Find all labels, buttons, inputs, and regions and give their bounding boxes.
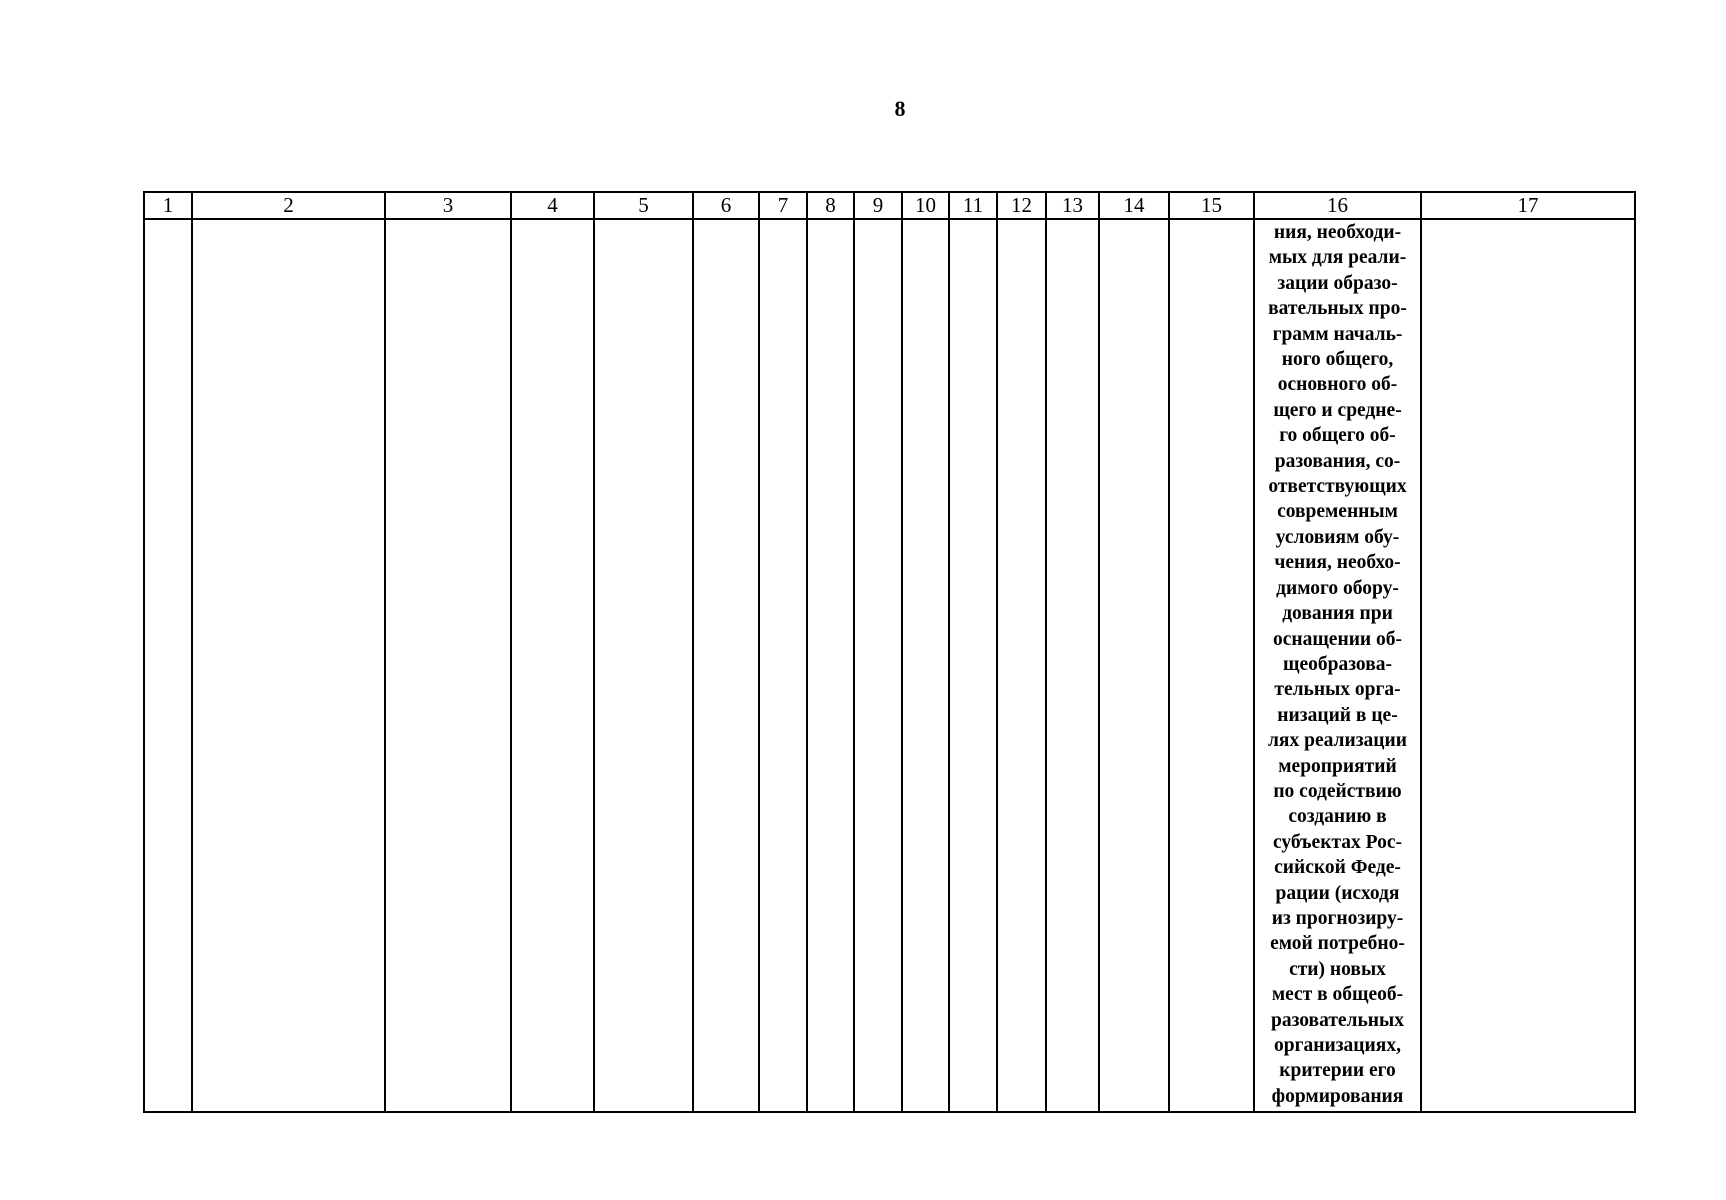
- cell-col-15: [1169, 219, 1254, 1112]
- text-line: лях реализации: [1267, 730, 1407, 752]
- header-row: [144, 192, 1635, 219]
- text-line: формирования: [1271, 1085, 1404, 1107]
- data-table: [143, 191, 1636, 1113]
- page-number: 8: [894, 96, 906, 121]
- text-line: мероприятий: [1278, 755, 1397, 777]
- column-header-1: 1: [144, 192, 192, 219]
- column-header-4: 4: [511, 192, 594, 219]
- column-header-16: 16: [1254, 192, 1421, 219]
- cell-col-3: [385, 219, 511, 1112]
- table-row: [144, 219, 1635, 1112]
- cell-col-10: [902, 219, 949, 1112]
- cell-col-17: [1421, 219, 1635, 1112]
- column-header-8: 8: [807, 192, 854, 219]
- text-line: низаций в це-: [1277, 704, 1398, 726]
- cell-col-14: [1099, 219, 1169, 1112]
- text-line: тельных орга-: [1274, 679, 1401, 701]
- text-line: современным: [1277, 501, 1398, 523]
- text-line: чения, необхо-: [1274, 552, 1401, 574]
- text-line: субъектах Рос-: [1273, 831, 1402, 853]
- text-line: условиям обу-: [1275, 526, 1400, 548]
- text-line: ответствующих: [1268, 476, 1407, 498]
- text-line: мест в общеоб-: [1271, 984, 1404, 1006]
- text-line: мых для реали-: [1268, 247, 1407, 269]
- column-header-9: 9: [854, 192, 902, 219]
- column-header-11: 11: [949, 192, 997, 219]
- column-header-17: 17: [1421, 192, 1635, 219]
- text-line: по содействию: [1273, 780, 1402, 802]
- cell-col-1: [144, 219, 192, 1112]
- cell-col-11: [949, 219, 997, 1112]
- text-line: го общего об-: [1279, 425, 1396, 447]
- text-line: зации образо-: [1277, 272, 1398, 294]
- column-header-14: 14: [1099, 192, 1169, 219]
- cell-col-8: [807, 219, 854, 1112]
- text-line: грамм началь-: [1272, 323, 1403, 345]
- text-line: сти) новых: [1289, 958, 1386, 980]
- text-line: дования при: [1282, 603, 1393, 625]
- text-line: созданию в: [1288, 806, 1387, 828]
- cell-col-16-text: [1254, 219, 1421, 1112]
- text-line: разования, со-: [1274, 450, 1401, 472]
- cell-col-12: [997, 219, 1046, 1112]
- column-header-15: 15: [1169, 192, 1254, 219]
- column-header-2: 2: [192, 192, 385, 219]
- text-line: рации (исходя: [1275, 882, 1400, 904]
- text-line: критерии его: [1279, 1060, 1396, 1082]
- text-line: емой потребно-: [1270, 933, 1405, 955]
- column-header-5: 5: [594, 192, 693, 219]
- text-line: сийской Феде-: [1274, 857, 1401, 879]
- text-line: оснащении об-: [1272, 628, 1403, 650]
- column-header-12: 12: [997, 192, 1046, 219]
- column-header-6: 6: [693, 192, 759, 219]
- text-line: из прогнозиру-: [1271, 907, 1404, 929]
- cell-col-6: [693, 219, 759, 1112]
- text-line: основного об-: [1277, 374, 1398, 396]
- text-line: ния, необходи-: [1273, 222, 1402, 243]
- text-line: димого обору-: [1276, 577, 1399, 599]
- text-line: щеобразова-: [1283, 653, 1392, 675]
- cell-col-13: [1046, 219, 1099, 1112]
- text-line: ного общего,: [1281, 349, 1394, 371]
- text-line: организациях,: [1274, 1035, 1401, 1056]
- cell-col-4: [511, 219, 594, 1112]
- text-line: вательных про-: [1268, 298, 1407, 320]
- cell-col-9: [854, 219, 902, 1112]
- cell-col-5: [594, 219, 693, 1112]
- text-line: разовательных: [1270, 1009, 1405, 1031]
- column-header-7: 7: [759, 192, 807, 219]
- column-header-3: 3: [385, 192, 511, 219]
- cell-col-2: [192, 219, 385, 1112]
- text-line: щего и средне-: [1273, 399, 1402, 421]
- column-header-13: 13: [1046, 192, 1099, 219]
- column-header-10: 10: [902, 192, 949, 219]
- cell-col-7: [759, 219, 807, 1112]
